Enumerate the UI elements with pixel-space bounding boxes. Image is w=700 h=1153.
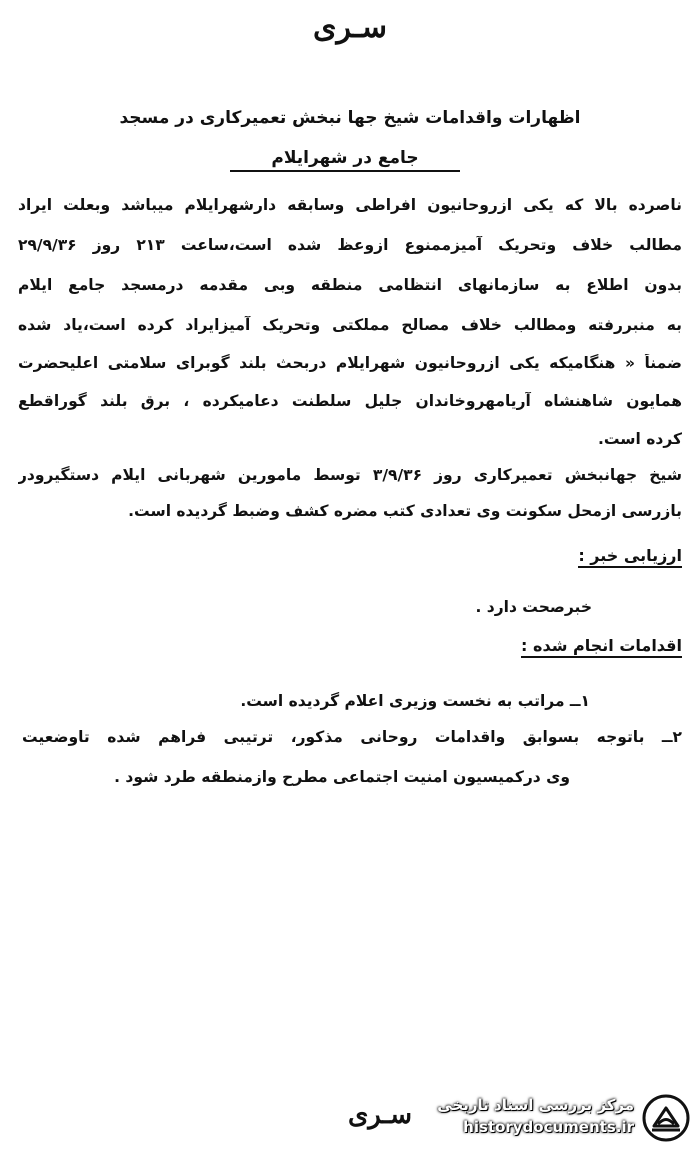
classification-footer: سـری <box>347 1100 413 1130</box>
body-line: بدون اطلاع به سازمانهای انتظامی منطقه وبی مقدمه درمسجد جامع ایلام <box>18 276 682 294</box>
assessment-heading: ارزیابی خبر : <box>578 546 682 568</box>
action-item: ۲ــ باتوجه بسوابق واقدامات روحانی مذکور، ترتیبی فراهم شده تاوضعیت <box>22 728 682 746</box>
body-line: ناصرده بالا که یکی ازروحانیون افراطی وسابقه دارشهرایلام میباشد وبعلت ایراد <box>18 196 682 214</box>
document-title-line-1: اظهارات واقدامات شیخ جها نبخش تعمیرکاری در مسجد <box>119 108 581 128</box>
body-line: مطالب خلاف وتحریک آمیزممنوع ازوعظ شده است،ساعت ۲۱۳ روز ۲۹/۹/۳۶ <box>18 236 682 254</box>
book-logo-icon <box>642 1094 690 1142</box>
action-item: ۱ــ مراتب به نخست وزیری اعلام گردیده است. <box>240 692 590 710</box>
body-line: ضمناً « هنگامیکه یکی ازروحانیون شهرایلام دربحث بلند گوبرای سلامتی اعلیحضرت <box>18 354 682 372</box>
actions-heading: اقدامات انجام شده : <box>521 636 682 658</box>
watermark-text-url: historydocuments.ir <box>463 1118 634 1136</box>
arrest-line: شیخ جهانبخش تعمیرکاری روز ۳/۹/۳۶ توسط مامورین شهربانی ایلام دستگیرودر <box>18 466 682 484</box>
classification-header: سـری <box>313 10 387 45</box>
arrest-line: بازرسی ازمحل سکونت وی تعدادی کتب مضره کشف وضبط گردیده است. <box>128 502 682 520</box>
document-title-line-2: جامع در شهرایلام <box>230 148 460 172</box>
body-line: به منبررفته ومطالب خلاف مصالح مملکتی وتحریک آمیزایراد کرده است،یاد شده <box>18 316 682 334</box>
assessment-text: خبرصحت دارد . <box>475 598 592 616</box>
body-line: کرده است. <box>597 430 682 448</box>
archive-watermark <box>410 1092 690 1144</box>
action-item-continuation: وی درکمیسیون امنیت اجتماعی مطرح وازمنطقه طرد شود . <box>114 768 570 786</box>
body-line: همایون شاهنشاه آریامهروخاندان جلیل سلطنت دعامیکرده ، برق بلند گوراقطع <box>18 392 682 410</box>
watermark-text-persian: مرکز بررسی اسناد تاریخی <box>437 1096 634 1114</box>
